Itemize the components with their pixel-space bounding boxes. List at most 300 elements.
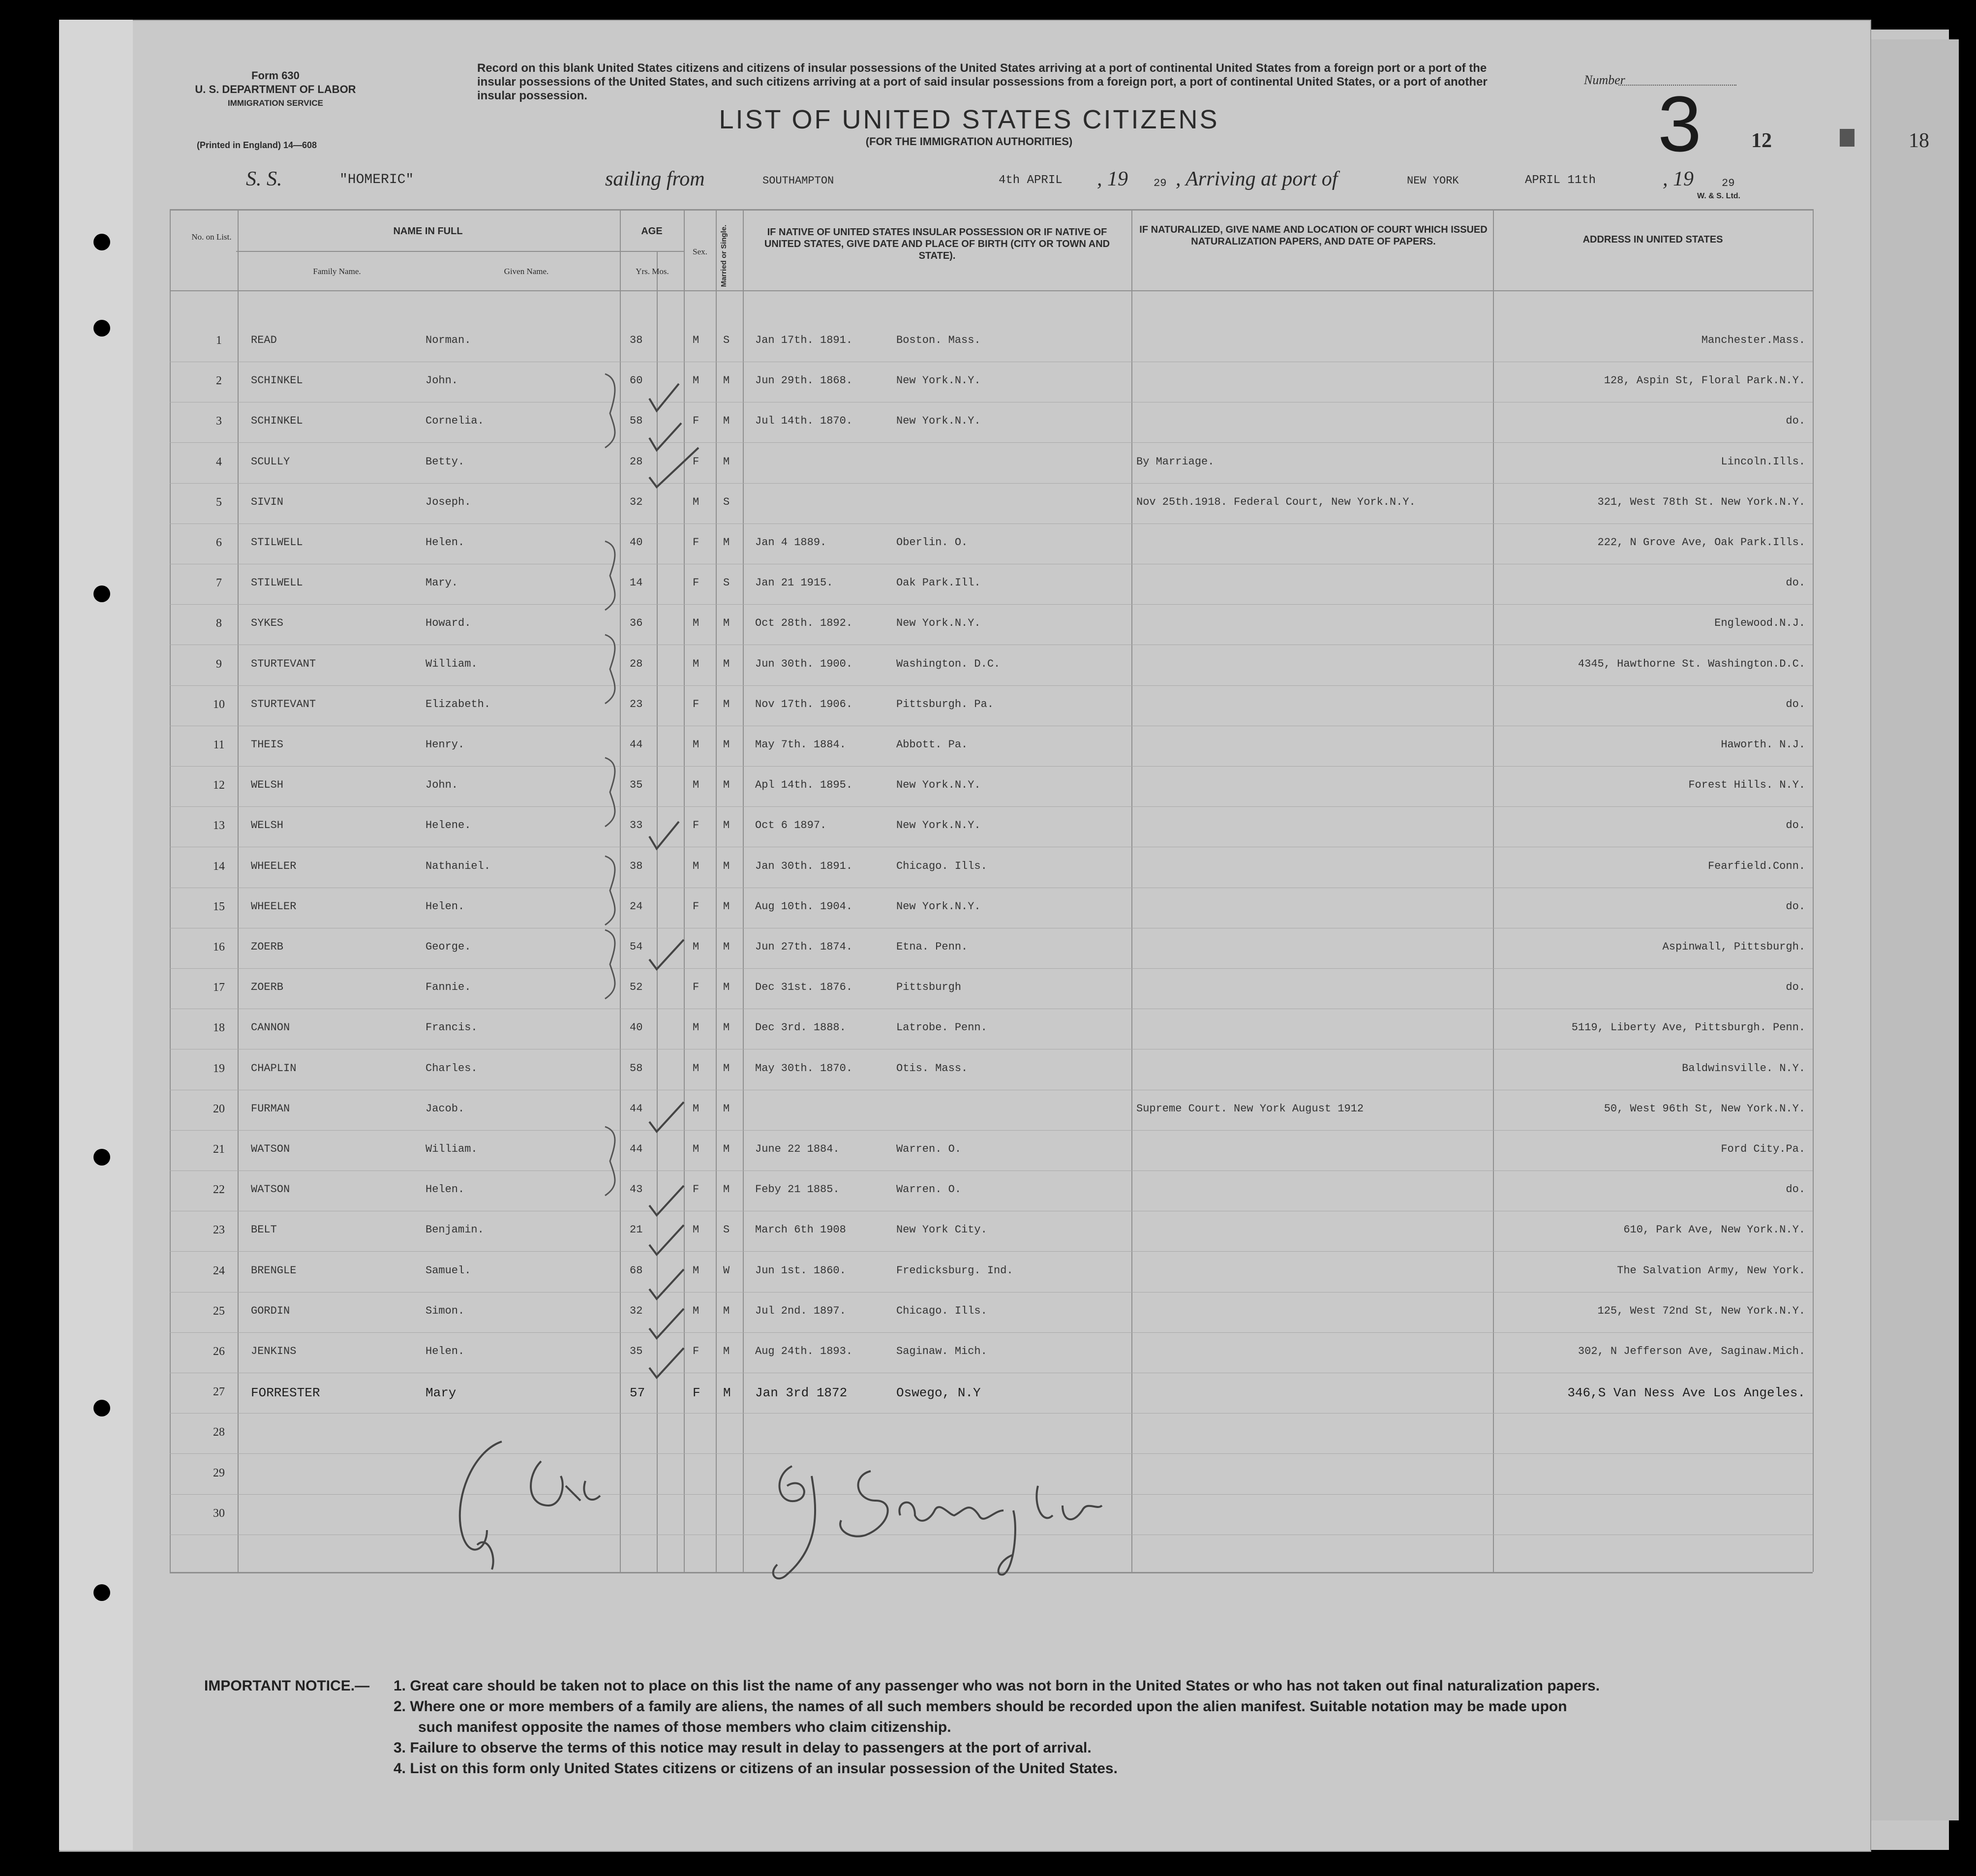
cell-address: 346,S Van Ness Ave Los Angeles. <box>1567 1385 1805 1401</box>
row-number: 3 <box>216 415 222 428</box>
cell-birth-place: New York.N.Y. <box>896 617 981 630</box>
port-to: NEW YORK <box>1407 175 1459 187</box>
cell-given: Helen. <box>426 1183 465 1196</box>
cell-address: do. <box>1786 577 1805 589</box>
cell-birth-place: New York.N.Y. <box>896 779 981 792</box>
cell-birth-place: Saginaw. Mich. <box>896 1345 987 1357</box>
cell-family: WELSH <box>251 779 284 792</box>
cell-given: Cornelia. <box>426 415 484 428</box>
row-number: 27 <box>213 1385 225 1399</box>
row-rule <box>170 685 1813 686</box>
cell-age: 68 <box>630 1264 643 1277</box>
cell-sex: M <box>693 779 699 792</box>
sheet-margin <box>59 20 133 1850</box>
cell-birth-date: March 6th 1908 <box>755 1224 846 1236</box>
row-number: 14 <box>213 860 225 873</box>
cell-address: do. <box>1786 698 1805 710</box>
cell-ms: M <box>723 1345 730 1357</box>
cell-birth-place: New York.N.Y. <box>896 374 981 387</box>
cell-family: GORDIN <box>251 1304 290 1317</box>
cell-sex: F <box>693 455 699 468</box>
cell-ms: S <box>723 577 730 589</box>
row-number: 7 <box>216 577 222 590</box>
page-title: LIST OF UNITED STATES CITIZENS <box>719 105 1219 134</box>
cell-ms: M <box>723 1102 730 1115</box>
cell-birth-place: Chicago. Ills. <box>896 1304 987 1317</box>
cell-given: Mary <box>426 1385 456 1401</box>
cell-age: 36 <box>630 617 643 630</box>
punch-hole <box>93 320 110 337</box>
page-number: 12 <box>1751 129 1772 152</box>
notice-item-3: 3. Failure to observe the terms of this notice may result in delay to passengers at the port of arrival. <box>394 1740 1092 1756</box>
cell-birth-date: Jan 4 1889. <box>755 536 827 549</box>
cell-address: 222, N Grove Ave, Oak Park.Ills. <box>1597 536 1805 549</box>
cell-family: CHAPLIN <box>251 1062 297 1075</box>
cell-birth-place: New York.N.Y. <box>896 415 981 428</box>
form-identifier <box>177 69 374 110</box>
cell-birth-place: Oswego, N.Y <box>896 1385 981 1401</box>
cell-address: 5119, Liberty Ave, Pittsburgh. Penn. <box>1571 1021 1805 1034</box>
cell-sex: F <box>693 698 699 710</box>
header-name-in-full: NAME IN FULL <box>393 226 463 237</box>
cell-birth-place: Pittsburgh <box>896 981 962 994</box>
row-rule <box>170 968 1813 969</box>
cell-sex: M <box>693 860 699 872</box>
cell-birth-date: Oct 28th. 1892. <box>755 617 853 630</box>
cell-address: 4345, Hawthorne St. Washington.D.C. <box>1578 657 1805 670</box>
cell-family: THEIS <box>251 738 284 751</box>
cell-given: George. <box>426 941 471 953</box>
row-number: 30 <box>213 1507 225 1520</box>
cell-given: Nathaniel. <box>426 860 491 872</box>
cell-ms: M <box>723 455 730 468</box>
cell-age: 28 <box>630 657 643 670</box>
cell-age: 58 <box>630 415 643 428</box>
header-sex: Sex. <box>693 247 707 256</box>
cell-ms: M <box>723 981 730 994</box>
cell-sex: F <box>693 415 699 428</box>
printed-note: (Printed in England) 14—608 <box>197 140 317 150</box>
cell-age: 32 <box>630 495 643 508</box>
cell-birth-place: New York.N.Y. <box>896 900 981 913</box>
row-number: 9 <box>216 657 222 671</box>
cell-address: 50, West 96th St, New York.N.Y. <box>1604 1102 1805 1115</box>
row-number: 19 <box>213 1062 225 1075</box>
cell-age: 58 <box>630 1062 643 1075</box>
cell-age: 52 <box>630 981 643 994</box>
cell-birth-date: Jun 1st. 1860. <box>755 1264 846 1277</box>
header-age: AGE <box>641 226 663 237</box>
cell-sex: F <box>693 536 699 549</box>
punch-hole <box>93 1149 110 1166</box>
cell-birth-place: Oberlin. O. <box>896 536 968 549</box>
cell-age: 57 <box>630 1385 645 1401</box>
cell-ms: M <box>723 941 730 953</box>
cell-ms: S <box>723 334 730 346</box>
row-number: 4 <box>216 455 222 468</box>
arriving-label: , Arriving at port of <box>1176 168 1338 190</box>
cell-given: Benjamin. <box>426 1224 484 1236</box>
row-rule <box>170 604 1813 605</box>
cell-birth-place: Warren. O. <box>896 1183 962 1196</box>
notice-item-2-cont: such manifest opposite the names of those members who claim citizenship. <box>418 1719 951 1735</box>
cell-ms: M <box>723 900 730 913</box>
cell-address: Fearfield.Conn. <box>1707 860 1805 872</box>
name-subheader-line <box>236 251 684 252</box>
col-line <box>238 209 239 1572</box>
row-number: 11 <box>213 738 225 751</box>
cell-birth-place: Washington. D.C. <box>896 657 1001 670</box>
cell-address: 302, N Jefferson Ave, Saginaw.Mich. <box>1578 1345 1805 1357</box>
cell-family: READ <box>251 334 277 346</box>
row-number: 17 <box>213 981 225 994</box>
row-rule <box>170 766 1813 767</box>
cell-birth-place: Warren. O. <box>896 1143 962 1155</box>
row-rule <box>170 483 1813 484</box>
cell-age: 23 <box>630 698 643 710</box>
cell-address: do. <box>1786 819 1805 832</box>
cell-birth-date: Jun 29th. 1868. <box>755 374 853 387</box>
cell-sex: M <box>693 1062 699 1075</box>
sailing-label: sailing from <box>605 168 705 190</box>
cell-family: CANNON <box>251 1021 290 1034</box>
cell-family: WHEELER <box>251 900 297 913</box>
cell-birth-date: Jul 2nd. 1897. <box>755 1304 846 1317</box>
col-line <box>1131 209 1132 1572</box>
cell-given: Francis. <box>426 1021 478 1034</box>
row-rule <box>170 806 1813 807</box>
row-rule <box>170 1130 1813 1131</box>
cell-birth-date: Jan 30th. 1891. <box>755 860 853 872</box>
cell-sex: F <box>693 819 699 832</box>
cell-address: do. <box>1786 1183 1805 1196</box>
cell-family: FURMAN <box>251 1102 290 1115</box>
cell-ms: M <box>723 1304 730 1317</box>
cell-family: SCHINKEL <box>251 415 303 428</box>
cell-given: John. <box>426 779 458 792</box>
cell-given: Helen. <box>426 536 465 549</box>
cell-sex: M <box>693 1224 699 1236</box>
cell-sex: M <box>693 617 699 630</box>
cell-sex: M <box>693 1304 699 1317</box>
cell-address: Manchester.Mass. <box>1701 334 1805 346</box>
cell-given: William. <box>426 657 478 670</box>
cell-family: STILWELL <box>251 536 303 549</box>
cell-ms: M <box>723 1183 730 1196</box>
row-number: 13 <box>213 819 225 832</box>
cell-family: WATSON <box>251 1183 290 1196</box>
header-yrs-mos: Yrs. Mos. <box>636 267 669 276</box>
cell-family: WATSON <box>251 1143 290 1155</box>
cell-address: Ford City.Pa. <box>1721 1143 1805 1155</box>
ship-name: "HOMERIC" <box>339 172 414 187</box>
row-number: 23 <box>213 1224 225 1237</box>
cell-family: BRENGLE <box>251 1264 297 1277</box>
row-number: 15 <box>213 900 225 913</box>
cell-birth-date: Jan 17th. 1891. <box>755 334 853 346</box>
cell-address: Englewood.N.J. <box>1714 617 1805 630</box>
year-to: 29 <box>1722 177 1735 189</box>
cell-given: Howard. <box>426 617 471 630</box>
cell-sex: M <box>693 941 699 953</box>
row-rule <box>170 523 1813 524</box>
cell-family: WELSH <box>251 819 284 832</box>
cell-birth-place: Latrobe. Penn. <box>896 1021 987 1034</box>
age-subheader-line <box>620 251 684 252</box>
form-number: Form 630 <box>251 69 300 82</box>
header-given-name: Given Name. <box>504 267 549 276</box>
cell-birth-place: Abbott. Pa. <box>896 738 968 751</box>
cell-address: 125, West 72nd St, New York.N.Y. <box>1597 1304 1805 1317</box>
cell-naturalized: Supreme Court. New York August 1912 <box>1136 1102 1364 1115</box>
cell-age: 38 <box>630 334 643 346</box>
cell-family: STURTEVANT <box>251 698 316 710</box>
cell-birth-date: Jul 14th. 1870. <box>755 415 853 428</box>
cell-sex: M <box>693 1021 699 1034</box>
cell-birth-date: May 30th. 1870. <box>755 1062 853 1075</box>
cell-birth-date: Jun 27th. 1874. <box>755 941 853 953</box>
punch-hole <box>93 585 110 602</box>
cell-ms: M <box>723 819 730 832</box>
year-from: 29 <box>1154 177 1167 189</box>
cell-ms: M <box>723 536 730 549</box>
cell-age: 40 <box>630 1021 643 1034</box>
ss-label: S. S. <box>246 168 282 190</box>
cell-sex: M <box>693 495 699 508</box>
cell-address: 610, Park Ave, New York.N.Y. <box>1623 1224 1805 1236</box>
cell-given: Helene. <box>426 819 471 832</box>
cell-address: Lincoln.Ills. <box>1721 455 1805 468</box>
col-line <box>170 209 171 1572</box>
row-number: 1 <box>216 334 222 347</box>
cell-ms: S <box>723 495 730 508</box>
cell-ms: M <box>723 657 730 670</box>
printer-mark: W. & S. Ltd. <box>1697 192 1740 200</box>
cell-birth-date: Jan 21 1915. <box>755 577 833 589</box>
cell-sex: M <box>693 738 699 751</box>
row-number: 16 <box>213 941 225 953</box>
cell-sex: F <box>693 1345 699 1357</box>
cell-sex: F <box>693 1385 700 1401</box>
cell-age: 35 <box>630 1345 643 1357</box>
cell-family: SCHINKEL <box>251 374 303 387</box>
cell-ms: M <box>723 1021 730 1034</box>
cell-ms: M <box>723 415 730 428</box>
punch-hole <box>93 1400 110 1416</box>
cell-address: 321, West 78th St. New York.N.Y. <box>1597 495 1805 508</box>
cell-age: 38 <box>630 860 643 872</box>
record-instructions: Record on this blank United States citizens and citizens of insular possessions of the United States arriving at a port of continental United States from a foreign port or a port of the insular possessions of the United States, and such citizens arriving at a port of said insular possessions from a foreign port, a port of continental United States, or a port of another insular possession. <box>477 62 1488 102</box>
cell-given: Simon. <box>426 1304 465 1317</box>
cell-ms: M <box>723 617 730 630</box>
cell-birth-date: Aug 10th. 1904. <box>755 900 853 913</box>
cell-age: 24 <box>630 900 643 913</box>
punch-hole <box>93 1584 110 1601</box>
cell-family: STURTEVANT <box>251 657 316 670</box>
cell-given: William. <box>426 1143 478 1155</box>
check-marks <box>639 285 758 1397</box>
page-subtitle: (FOR THE IMMIGRATION AUTHORITIES) <box>865 135 1073 148</box>
cell-given: Jacob. <box>426 1102 465 1115</box>
row-number: 10 <box>213 698 225 711</box>
cell-birth-place: New York.N.Y. <box>896 819 981 832</box>
cell-given: Henry. <box>426 738 465 751</box>
cell-address: Haworth. N.J. <box>1721 738 1805 751</box>
cell-family: SIVIN <box>251 495 284 508</box>
cell-birth-date: Dec 31st. 1876. <box>755 981 853 994</box>
cell-birth-date: Jun 30th. 1900. <box>755 657 853 670</box>
cell-age: 32 <box>630 1304 643 1317</box>
cell-birth-date: May 7th. 1884. <box>755 738 846 751</box>
cell-birth-date: Apl 14th. 1895. <box>755 779 853 792</box>
cell-address: Baldwinsville. N.Y. <box>1682 1062 1805 1075</box>
cell-given: Joseph. <box>426 495 471 508</box>
page-number-back: 18 <box>1909 129 1929 152</box>
cell-given: Charles. <box>426 1062 478 1075</box>
cell-sex: M <box>693 374 699 387</box>
cell-sex: M <box>693 1102 699 1115</box>
row-rule <box>170 1413 1813 1414</box>
cell-age: 21 <box>630 1224 643 1236</box>
cell-birth-place: Fredicksburg. Ind. <box>896 1264 1013 1277</box>
cell-family: BELT <box>251 1224 277 1236</box>
officer-signature <box>758 1446 1141 1594</box>
row-number: 29 <box>213 1466 225 1479</box>
row-number: 6 <box>216 536 222 549</box>
cell-ms: M <box>723 374 730 387</box>
cell-age: 14 <box>630 577 643 589</box>
cell-birth-date: Oct 6 1897. <box>755 819 827 832</box>
cell-address: Aspinwall, Pittsburgh. <box>1662 941 1805 953</box>
port-from: SOUTHAMPTON <box>762 175 834 187</box>
year-prefix-to: , 19 <box>1663 168 1694 190</box>
cell-naturalized: By Marriage. <box>1136 455 1215 468</box>
cell-age: 60 <box>630 374 643 387</box>
notice-item-4: 4. List on this form only United States citizens or citizens of an insular possession of the United States. <box>394 1760 1118 1777</box>
cell-ms: M <box>723 698 730 710</box>
cell-family: ZOERB <box>251 941 284 953</box>
col-line <box>1813 209 1814 1572</box>
cell-address: The Salvation Army, New York. <box>1617 1264 1805 1277</box>
cell-age: 44 <box>630 738 643 751</box>
year-prefix-from: , 19 <box>1097 168 1128 190</box>
cell-sex: M <box>693 1143 699 1155</box>
cell-age: 54 <box>630 941 643 953</box>
cell-sex: M <box>693 334 699 346</box>
cell-birth-date: Feby 21 1885. <box>755 1183 840 1196</box>
row-number: 12 <box>213 779 225 792</box>
cell-address: do. <box>1786 981 1805 994</box>
cell-birth-place: Oak Park.Ill. <box>896 577 981 589</box>
cell-age: 44 <box>630 1143 643 1155</box>
row-number: 20 <box>213 1102 225 1115</box>
row-number: 18 <box>213 1021 225 1035</box>
cell-sex: M <box>693 657 699 670</box>
cell-age: 40 <box>630 536 643 549</box>
cell-birth-date: Dec 3rd. 1888. <box>755 1021 846 1034</box>
cell-ms: S <box>723 1224 730 1236</box>
cell-ms: M <box>723 1385 731 1401</box>
row-number: 5 <box>216 495 222 509</box>
cell-birth-date: Aug 24th. 1893. <box>755 1345 853 1357</box>
cell-given: Helen. <box>426 1345 465 1357</box>
cell-family: JENKINS <box>251 1345 297 1357</box>
header-native-birth: IF NATIVE OF UNITED STATES INSULAR POSSESSION OR IF NATIVE OF UNITED STATES, GIVE DATE AND PLACE OF BIRTH (CITY OR TOWN AND STATE). <box>764 227 1110 261</box>
cell-given: Norman. <box>426 334 471 346</box>
list-number: 3 <box>1658 80 1702 168</box>
notice-item-1: 1. Great care should be taken not to place on this list the name of any passenger who was not born in the United States or who has not taken out final naturalization papers. <box>394 1678 1600 1694</box>
header-married-single: Married or Single. <box>720 224 728 287</box>
row-rule <box>170 442 1813 443</box>
cell-given: Helen. <box>426 900 465 913</box>
cell-age: 28 <box>630 455 643 468</box>
cell-ms: W <box>723 1264 730 1277</box>
cell-family: WHEELER <box>251 860 297 872</box>
cell-birth-date: June 22 1884. <box>755 1143 840 1155</box>
row-number: 28 <box>213 1426 225 1439</box>
inspector-signature <box>443 1422 630 1579</box>
header-family-name: Family Name. <box>313 267 361 276</box>
row-number: 22 <box>213 1183 225 1197</box>
cell-sex: F <box>693 981 699 994</box>
cell-naturalized: Nov 25th.1918. Federal Court, New York.N.Y. <box>1136 495 1416 508</box>
row-number: 21 <box>213 1143 225 1156</box>
notice-heading: IMPORTANT NOTICE.— <box>204 1678 370 1694</box>
cell-age: 43 <box>630 1183 643 1196</box>
header-bottom-border <box>170 290 1813 291</box>
cell-address: Forest Hills. N.Y. <box>1688 779 1805 792</box>
cell-family: STILWELL <box>251 577 303 589</box>
cell-ms: M <box>723 1062 730 1075</box>
cell-given: John. <box>426 374 458 387</box>
notice-item-2: 2. Where one or more members of a family are aliens, the names of all such members should be recorded upon the alien manifest. Suitable notation may be made upon <box>394 1698 1567 1715</box>
number-label: Number <box>1584 73 1625 87</box>
cell-birth-date: Nov 17th. 1906. <box>755 698 853 710</box>
cell-birth-place: Etna. Penn. <box>896 941 968 953</box>
row-rule <box>170 1170 1813 1171</box>
date-from: 4th APRIL <box>999 174 1063 187</box>
cell-age: 33 <box>630 819 643 832</box>
cell-given: Elizabeth. <box>426 698 491 710</box>
col-line <box>1493 209 1494 1572</box>
cell-ms: M <box>723 779 730 792</box>
cell-age: 44 <box>630 1102 643 1115</box>
service: IMMIGRATION SERVICE <box>228 98 323 108</box>
cell-address: do. <box>1786 415 1805 428</box>
punch-hole <box>93 234 110 250</box>
cell-birth-place: Boston. Mass. <box>896 334 981 346</box>
cell-given: Mary. <box>426 577 458 589</box>
row-number: 25 <box>213 1304 225 1318</box>
cell-address: 128, Aspin St, Floral Park.N.Y. <box>1604 374 1805 387</box>
cell-family: SYKES <box>251 617 284 630</box>
cell-address: do. <box>1786 900 1805 913</box>
cell-birth-place: Otis. Mass. <box>896 1062 968 1075</box>
cell-ms: M <box>723 1143 730 1155</box>
row-number: 8 <box>216 617 222 630</box>
row-rule <box>170 1332 1813 1333</box>
cell-sex: M <box>693 1264 699 1277</box>
row-number: 26 <box>213 1345 225 1358</box>
cell-family: FORRESTER <box>251 1385 320 1401</box>
cell-birth-date: Jan 3rd 1872 <box>755 1385 848 1401</box>
cell-family: SCULLY <box>251 455 290 468</box>
cell-ms: M <box>723 860 730 872</box>
row-number: 24 <box>213 1264 225 1277</box>
tab-mark <box>1840 129 1854 147</box>
header-address: ADDRESS IN UNITED STATES <box>1582 234 1723 245</box>
date-to: APRIL 11th <box>1525 174 1596 187</box>
